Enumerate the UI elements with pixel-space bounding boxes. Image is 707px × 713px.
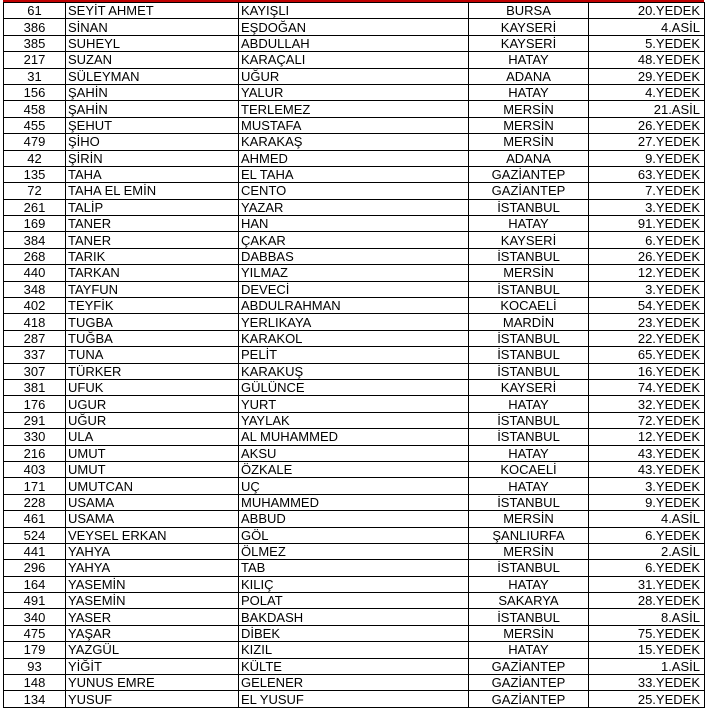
last-name-cell: KIZIL	[239, 642, 469, 658]
city-cell: MERSİN	[469, 511, 589, 527]
row-number-cell: 479	[4, 134, 66, 150]
city-cell: KAYSERİ	[469, 35, 589, 51]
city-cell: İSTANBUL	[469, 609, 589, 625]
first-name-cell: SUHEYL	[66, 35, 239, 51]
row-number-cell: 93	[4, 658, 66, 674]
first-name-cell: YAHYA	[66, 560, 239, 576]
result-cell: 3.YEDEK	[589, 281, 705, 297]
last-name-cell: ABDULRAHMAN	[239, 298, 469, 314]
city-cell: İSTANBUL	[469, 281, 589, 297]
row-number-cell: 169	[4, 216, 66, 232]
result-cell: 26.YEDEK	[589, 248, 705, 264]
result-cell: 29.YEDEK	[589, 68, 705, 84]
city-cell: SAKARYA	[469, 593, 589, 609]
table-row	[4, 183, 705, 199]
result-cell: 43.YEDEK	[589, 461, 705, 477]
result-cell: 75.YEDEK	[589, 625, 705, 641]
last-name-cell: POLAT	[239, 593, 469, 609]
table-row	[4, 396, 705, 412]
city-cell: İSTANBUL	[469, 347, 589, 363]
result-cell: 15.YEDEK	[589, 642, 705, 658]
result-cell: 12.YEDEK	[589, 429, 705, 445]
result-cell: 63.YEDEK	[589, 166, 705, 182]
table-row	[4, 68, 705, 84]
last-name-cell: KARAKUŞ	[239, 363, 469, 379]
row-number-cell: 385	[4, 35, 66, 51]
row-number-cell: 381	[4, 379, 66, 395]
table-row	[4, 412, 705, 428]
last-name-cell: EŞDOĞAN	[239, 19, 469, 35]
last-name-cell: MUSTAFA	[239, 117, 469, 133]
table-row	[4, 232, 705, 248]
first-name-cell: UMUT	[66, 445, 239, 461]
result-cell: 27.YEDEK	[589, 134, 705, 150]
city-cell: ŞANLIURFA	[469, 527, 589, 543]
result-cell: 21.ASİL	[589, 101, 705, 117]
row-number-cell: 61	[4, 3, 66, 19]
row-number-cell: 337	[4, 347, 66, 363]
first-name-cell: ULA	[66, 429, 239, 445]
first-name-cell: USAMA	[66, 511, 239, 527]
table-row	[4, 675, 705, 691]
last-name-cell: UĞUR	[239, 68, 469, 84]
first-name-cell: TAHA	[66, 166, 239, 182]
result-cell: 4.YEDEK	[589, 84, 705, 100]
table-row	[4, 379, 705, 395]
last-name-cell: UÇ	[239, 478, 469, 494]
table-row	[4, 199, 705, 215]
last-name-cell: BAKDASH	[239, 609, 469, 625]
table-row	[4, 19, 705, 35]
result-cell: 26.YEDEK	[589, 117, 705, 133]
results-table-container	[3, 2, 704, 708]
city-cell: GAZİANTEP	[469, 658, 589, 674]
result-cell: 91.YEDEK	[589, 216, 705, 232]
result-cell: 25.YEDEK	[589, 691, 705, 707]
last-name-cell: YALUR	[239, 84, 469, 100]
result-cell: 6.YEDEK	[589, 232, 705, 248]
first-name-cell: YASEMİN	[66, 593, 239, 609]
first-name-cell: ŞAHİN	[66, 84, 239, 100]
first-name-cell: UMUT	[66, 461, 239, 477]
city-cell: KAYSERİ	[469, 19, 589, 35]
last-name-cell: KARAKAŞ	[239, 134, 469, 150]
first-name-cell: TARIK	[66, 248, 239, 264]
first-name-cell: YASEMİN	[66, 576, 239, 592]
first-name-cell: TARKAN	[66, 265, 239, 281]
city-cell: KAYSERİ	[469, 379, 589, 395]
row-number-cell: 72	[4, 183, 66, 199]
last-name-cell: KILIÇ	[239, 576, 469, 592]
result-cell: 48.YEDEK	[589, 52, 705, 68]
city-cell: HATAY	[469, 216, 589, 232]
result-cell: 1.ASİL	[589, 658, 705, 674]
city-cell: İSTANBUL	[469, 199, 589, 215]
first-name-cell: YUNUS EMRE	[66, 675, 239, 691]
table-row	[4, 642, 705, 658]
city-cell: MERSİN	[469, 625, 589, 641]
last-name-cell: YAYLAK	[239, 412, 469, 428]
row-number-cell: 164	[4, 576, 66, 592]
city-cell: KAYSERİ	[469, 232, 589, 248]
city-cell: GAZİANTEP	[469, 166, 589, 182]
result-cell: 32.YEDEK	[589, 396, 705, 412]
row-number-cell: 268	[4, 248, 66, 264]
last-name-cell: MUHAMMED	[239, 494, 469, 510]
table-row	[4, 461, 705, 477]
city-cell: MERSİN	[469, 117, 589, 133]
last-name-cell: DİBEK	[239, 625, 469, 641]
first-name-cell: TANER	[66, 216, 239, 232]
row-number-cell: 491	[4, 593, 66, 609]
last-name-cell: KAYIŞLI	[239, 3, 469, 19]
first-name-cell: UMUTCAN	[66, 478, 239, 494]
last-name-cell: EL YUSUF	[239, 691, 469, 707]
row-number-cell: 440	[4, 265, 66, 281]
result-cell: 65.YEDEK	[589, 347, 705, 363]
result-cell: 6.YEDEK	[589, 560, 705, 576]
first-name-cell: USAMA	[66, 494, 239, 510]
row-number-cell: 171	[4, 478, 66, 494]
city-cell: MERSİN	[469, 543, 589, 559]
city-cell: BURSA	[469, 3, 589, 19]
last-name-cell: HAN	[239, 216, 469, 232]
city-cell: GAZİANTEP	[469, 691, 589, 707]
first-name-cell: TAYFUN	[66, 281, 239, 297]
result-cell: 23.YEDEK	[589, 314, 705, 330]
city-cell: MARDİN	[469, 314, 589, 330]
table-row	[4, 330, 705, 346]
row-number-cell: 386	[4, 19, 66, 35]
table-row	[4, 658, 705, 674]
city-cell: HATAY	[469, 445, 589, 461]
row-number-cell: 291	[4, 412, 66, 428]
first-name-cell: YAHYA	[66, 543, 239, 559]
last-name-cell: EL TAHA	[239, 166, 469, 182]
table-row	[4, 52, 705, 68]
last-name-cell: AL MUHAMMED	[239, 429, 469, 445]
table-row	[4, 216, 705, 232]
row-number-cell: 134	[4, 691, 66, 707]
first-name-cell: TALİP	[66, 199, 239, 215]
table-row	[4, 117, 705, 133]
row-number-cell: 135	[4, 166, 66, 182]
city-cell: HATAY	[469, 576, 589, 592]
table-row	[4, 576, 705, 592]
row-number-cell: 287	[4, 330, 66, 346]
city-cell: HATAY	[469, 642, 589, 658]
result-cell: 6.YEDEK	[589, 527, 705, 543]
last-name-cell: GÖL	[239, 527, 469, 543]
city-cell: ADANA	[469, 68, 589, 84]
result-cell: 4.ASİL	[589, 511, 705, 527]
row-number-cell: 348	[4, 281, 66, 297]
row-number-cell: 176	[4, 396, 66, 412]
last-name-cell: ÖLMEZ	[239, 543, 469, 559]
last-name-cell: AHMED	[239, 150, 469, 166]
last-name-cell: ÇAKAR	[239, 232, 469, 248]
row-number-cell: 458	[4, 101, 66, 117]
table-row	[4, 691, 705, 707]
table-row	[4, 445, 705, 461]
city-cell: MERSİN	[469, 265, 589, 281]
result-cell: 72.YEDEK	[589, 412, 705, 428]
first-name-cell: VEYSEL ERKAN	[66, 527, 239, 543]
table-row	[4, 494, 705, 510]
first-name-cell: ŞAHİN	[66, 101, 239, 117]
city-cell: MERSİN	[469, 101, 589, 117]
last-name-cell: YERLIKAYA	[239, 314, 469, 330]
row-number-cell: 217	[4, 52, 66, 68]
city-cell: ADANA	[469, 150, 589, 166]
row-number-cell: 148	[4, 675, 66, 691]
table-row	[4, 3, 705, 19]
city-cell: İSTANBUL	[469, 330, 589, 346]
city-cell: İSTANBUL	[469, 363, 589, 379]
last-name-cell: YURT	[239, 396, 469, 412]
result-cell: 33.YEDEK	[589, 675, 705, 691]
result-cell: 20.YEDEK	[589, 3, 705, 19]
table-row	[4, 314, 705, 330]
result-cell: 43.YEDEK	[589, 445, 705, 461]
first-name-cell: ŞİRİN	[66, 150, 239, 166]
row-number-cell: 475	[4, 625, 66, 641]
city-cell: GAZİANTEP	[469, 183, 589, 199]
result-cell: 74.YEDEK	[589, 379, 705, 395]
last-name-cell: AKSU	[239, 445, 469, 461]
last-name-cell: GÜLÜNCE	[239, 379, 469, 395]
first-name-cell: TUGBA	[66, 314, 239, 330]
first-name-cell: YAŞAR	[66, 625, 239, 641]
first-name-cell: TAHA EL EMİN	[66, 183, 239, 199]
table-row	[4, 101, 705, 117]
first-name-cell: ŞİHO	[66, 134, 239, 150]
result-cell: 12.YEDEK	[589, 265, 705, 281]
first-name-cell: UĞUR	[66, 412, 239, 428]
table-row	[4, 429, 705, 445]
row-number-cell: 524	[4, 527, 66, 543]
first-name-cell: ŞEHUT	[66, 117, 239, 133]
row-number-cell: 42	[4, 150, 66, 166]
city-cell: KOCAELİ	[469, 461, 589, 477]
city-cell: İSTANBUL	[469, 560, 589, 576]
result-cell: 22.YEDEK	[589, 330, 705, 346]
table-row	[4, 298, 705, 314]
last-name-cell: KARAKOL	[239, 330, 469, 346]
result-cell: 7.YEDEK	[589, 183, 705, 199]
first-name-cell: UFUK	[66, 379, 239, 395]
table-row	[4, 543, 705, 559]
table-row	[4, 166, 705, 182]
result-cell: 3.YEDEK	[589, 199, 705, 215]
row-number-cell: 340	[4, 609, 66, 625]
last-name-cell: KARAÇALI	[239, 52, 469, 68]
result-cell: 3.YEDEK	[589, 478, 705, 494]
last-name-cell: YAZAR	[239, 199, 469, 215]
row-number-cell: 216	[4, 445, 66, 461]
table-row	[4, 527, 705, 543]
result-cell: 5.YEDEK	[589, 35, 705, 51]
table-row	[4, 134, 705, 150]
row-number-cell: 402	[4, 298, 66, 314]
city-cell: İSTANBUL	[469, 412, 589, 428]
result-cell: 2.ASİL	[589, 543, 705, 559]
row-number-cell: 384	[4, 232, 66, 248]
first-name-cell: TÜRKER	[66, 363, 239, 379]
first-name-cell: TUNA	[66, 347, 239, 363]
city-cell: HATAY	[469, 478, 589, 494]
city-cell: GAZİANTEP	[469, 675, 589, 691]
city-cell: KOCAELİ	[469, 298, 589, 314]
last-name-cell: PELİT	[239, 347, 469, 363]
first-name-cell: YASER	[66, 609, 239, 625]
first-name-cell: YAZGÜL	[66, 642, 239, 658]
table-row	[4, 478, 705, 494]
city-cell: HATAY	[469, 84, 589, 100]
last-name-cell: KÜLTE	[239, 658, 469, 674]
result-cell: 28.YEDEK	[589, 593, 705, 609]
first-name-cell: YUSUF	[66, 691, 239, 707]
last-name-cell: TAB	[239, 560, 469, 576]
table-row	[4, 347, 705, 363]
result-cell: 8.ASİL	[589, 609, 705, 625]
first-name-cell: UGUR	[66, 396, 239, 412]
city-cell: HATAY	[469, 52, 589, 68]
table-row	[4, 560, 705, 576]
first-name-cell: TANER	[66, 232, 239, 248]
row-number-cell: 418	[4, 314, 66, 330]
city-cell: MERSİN	[469, 134, 589, 150]
table-row	[4, 609, 705, 625]
result-cell: 9.YEDEK	[589, 494, 705, 510]
row-number-cell: 179	[4, 642, 66, 658]
result-cell: 4.ASİL	[589, 19, 705, 35]
first-name-cell: TUĞBA	[66, 330, 239, 346]
table-row	[4, 625, 705, 641]
result-cell: 31.YEDEK	[589, 576, 705, 592]
city-cell: İSTANBUL	[469, 494, 589, 510]
results-table-body	[4, 3, 705, 708]
table-row	[4, 150, 705, 166]
row-number-cell: 330	[4, 429, 66, 445]
last-name-cell: TERLEMEZ	[239, 101, 469, 117]
last-name-cell: GELENER	[239, 675, 469, 691]
results-table	[3, 2, 705, 708]
row-number-cell: 156	[4, 84, 66, 100]
table-row	[4, 84, 705, 100]
result-cell: 9.YEDEK	[589, 150, 705, 166]
table-row	[4, 511, 705, 527]
first-name-cell: SÜLEYMAN	[66, 68, 239, 84]
row-number-cell: 228	[4, 494, 66, 510]
row-number-cell: 455	[4, 117, 66, 133]
row-number-cell: 441	[4, 543, 66, 559]
last-name-cell: ABDULLAH	[239, 35, 469, 51]
table-row	[4, 248, 705, 264]
table-row	[4, 363, 705, 379]
last-name-cell: ABBUD	[239, 511, 469, 527]
row-number-cell: 31	[4, 68, 66, 84]
row-number-cell: 307	[4, 363, 66, 379]
row-number-cell: 296	[4, 560, 66, 576]
row-number-cell: 261	[4, 199, 66, 215]
city-cell: HATAY	[469, 396, 589, 412]
first-name-cell: SUZAN	[66, 52, 239, 68]
result-cell: 16.YEDEK	[589, 363, 705, 379]
result-cell: 54.YEDEK	[589, 298, 705, 314]
first-name-cell: TEYFİK	[66, 298, 239, 314]
last-name-cell: DEVECİ	[239, 281, 469, 297]
last-name-cell: CENTO	[239, 183, 469, 199]
first-name-cell: SEYİT AHMET	[66, 3, 239, 19]
first-name-cell: YİĞİT	[66, 658, 239, 674]
row-number-cell: 403	[4, 461, 66, 477]
table-row	[4, 593, 705, 609]
last-name-cell: ÖZKALE	[239, 461, 469, 477]
table-row	[4, 35, 705, 51]
table-row	[4, 265, 705, 281]
city-cell: İSTANBUL	[469, 429, 589, 445]
city-cell: İSTANBUL	[469, 248, 589, 264]
row-number-cell: 461	[4, 511, 66, 527]
table-row	[4, 281, 705, 297]
last-name-cell: DABBAS	[239, 248, 469, 264]
first-name-cell: SİNAN	[66, 19, 239, 35]
last-name-cell: YILMAZ	[239, 265, 469, 281]
